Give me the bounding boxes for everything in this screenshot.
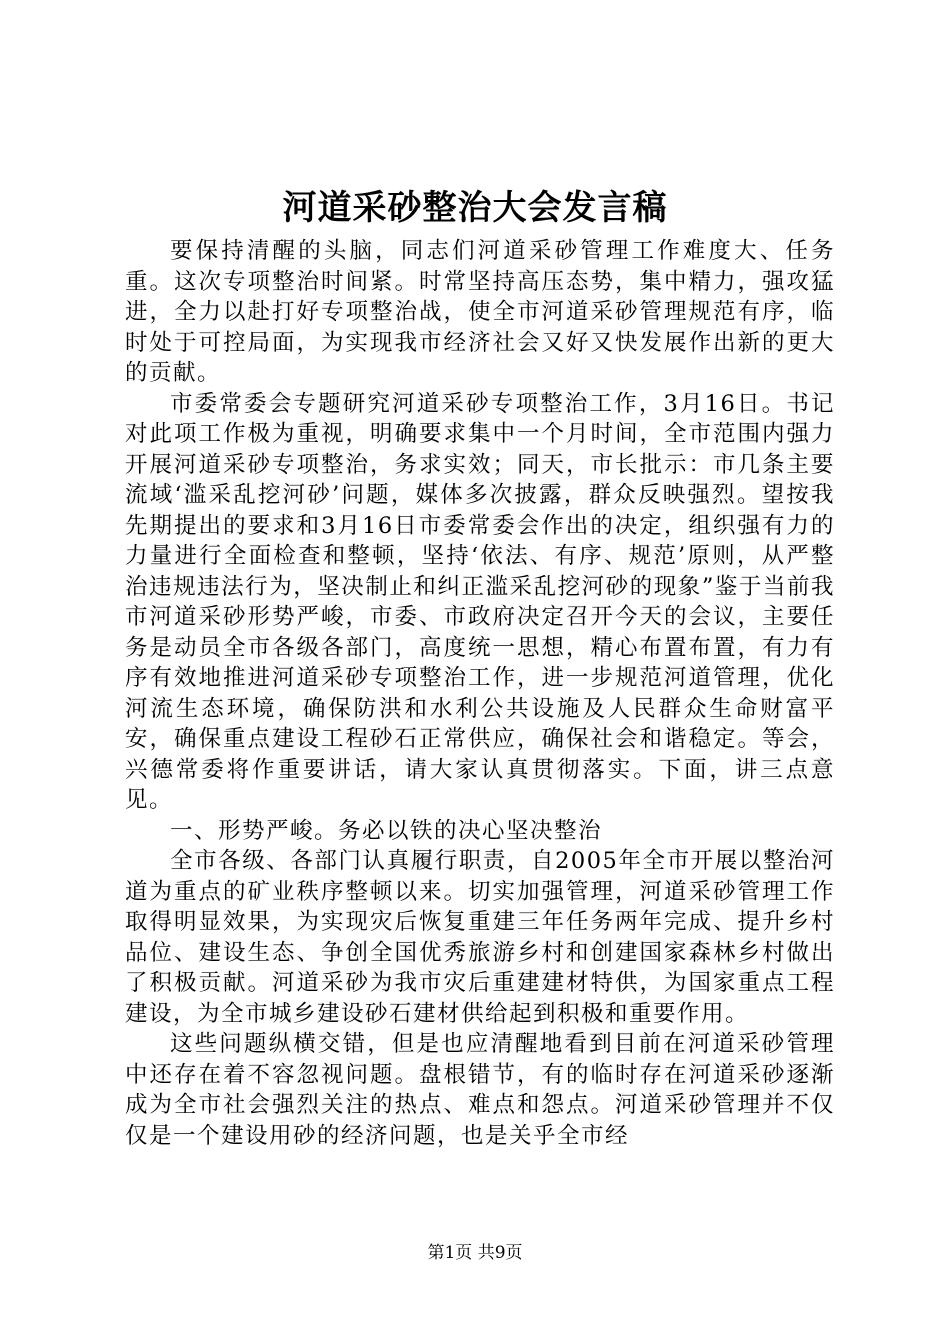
document-title: 河道采砂整治大会发言稿 xyxy=(282,188,668,228)
paragraph-achievements: 全市各级、各部门认真履行职责，自2005年全市开展以整治河道为重点的矿业秩序整顿以来。切实加强管理，河道采砂管理工作取得明显效果，为实现灾后恢复重建三年任务两年完成、提升乡村品位、建设生态、争创全国优秀旅游乡村和创建国家森林乡村做出了积极贡献。河道采砂为我市灾后重建建材特供，为国家重点工程建设，为全市城乡建设砂石建材供给起到积极和重要作用。 xyxy=(125,848,835,1027)
paragraph-background: 市委常委会专题研究河道采砂专项整治工作，3月16日。书记对此项工作极为重视，明确要求集中一个月时间，全市范围内强力开展河道采砂专项整治，务求实效；同天，市长批示：市几条主要流域‘滥采乱挖河砂’问题，媒体多次披露，群众反映强烈。望按我先期提出的要求和3月16日市委常委会作出的决定，组织强有力的力量进行全面检查和整顿，坚持‘依法、有序、规范’原则，从严整治违规违法行为，坚决制止和纠正滥采乱挖河砂的现象”鉴于当前我市河道采砂形势严峻，市委、市政府决定召开今天的会议，主要任务是动员全市各级各部门，高度统一思想，精心布置布置，有力有序有效地推进河道采砂专项整治工作，进一步规范河道管理，优化河流生态环境，确保防洪和水利公共设施及人民群众生命财富平安，确保重点建设工程砂石正常供应，确保社会和谐稳定。等会，兴德常委将作重要讲话，请大家认真贯彻落实。下面，讲三点意见。 xyxy=(125,390,835,813)
page-footer: 第1页 共9页 xyxy=(427,1243,523,1263)
document-body xyxy=(125,236,835,1151)
section-heading-1: 一、形势严峻。务必以铁的决心坚决整治 xyxy=(170,817,603,844)
paragraph-intro: 要保持清醒的头脑，同志们河道采砂管理工作难度大、任务重。这次专项整治时间紧。时常坚持高压态势，集中精力，强攻猛进，全力以赴打好专项整治战，使全市河道采砂管理规范有序，临时处于可控局面，为实现我市经济社会又好又快发展作出新的更大的贡献。 xyxy=(125,238,835,386)
paragraph-problems: 这些问题纵横交错，但是也应清醒地看到目前在河道采砂管理中还存在着不容忽视问题。盘根错节，有的临时存在河道采砂逐渐成为全市社会强烈关注的热点、难点和怨点。河道采砂管理并不仅仅是一个建设用砂的经济问题，也是关乎全市经 xyxy=(125,1031,835,1149)
